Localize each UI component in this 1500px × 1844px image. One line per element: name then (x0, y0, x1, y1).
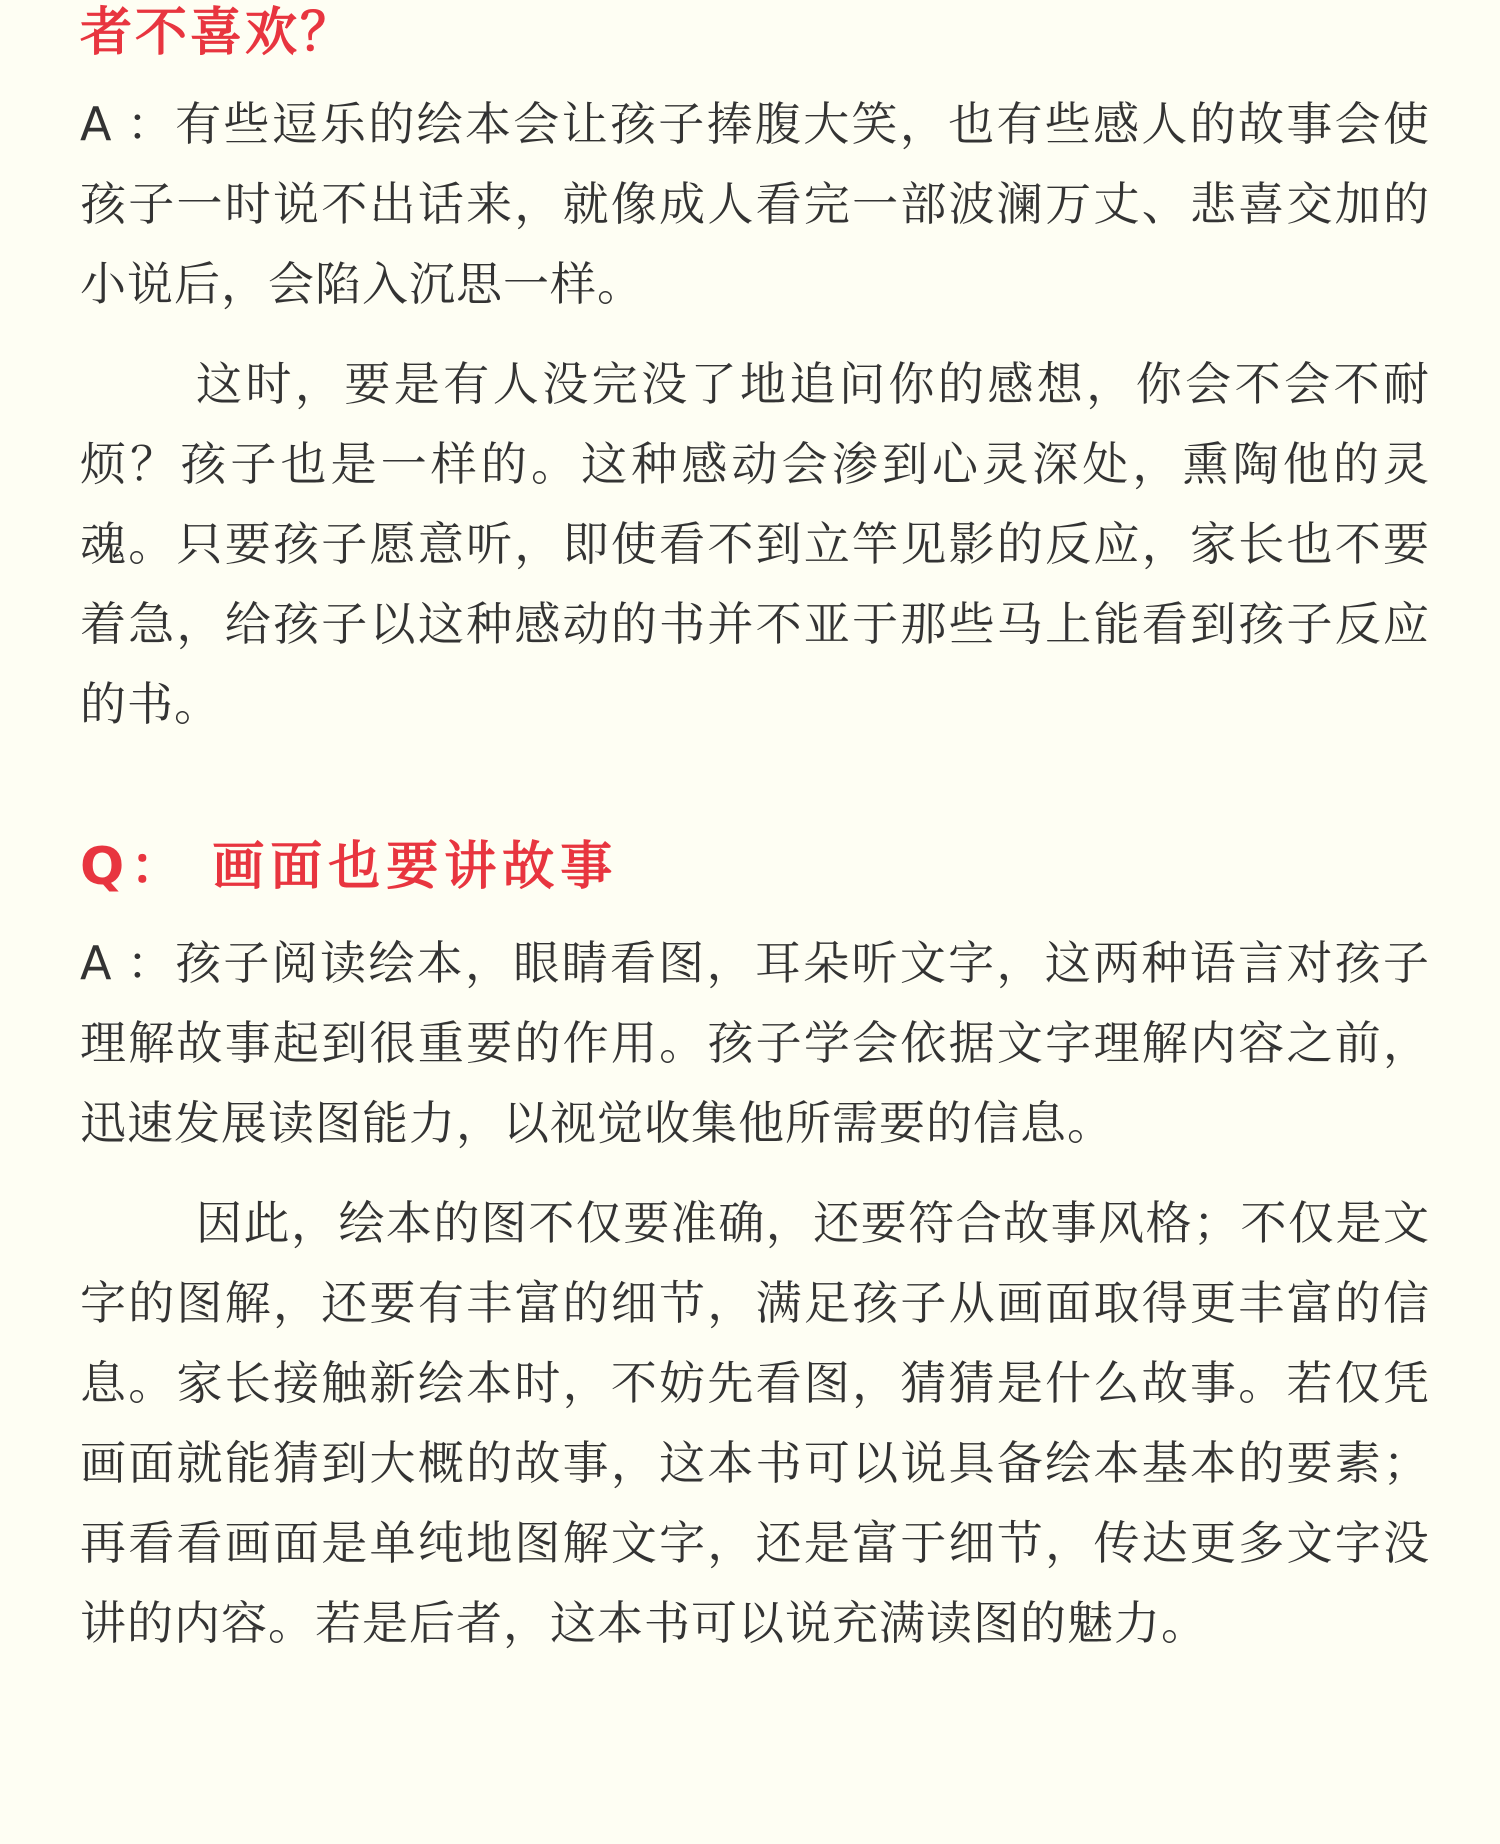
answer-paragraph (80, 923, 1430, 1163)
qa-section-1 (80, 0, 1430, 744)
question-heading: 者不喜欢？ (80, 3, 356, 63)
body-paragraph: 因此，绘本的图不仅要准确，还要符合故事风格；不仅是文字的图解，还要有丰富的细节，满足孩子从画面取得更丰富的信息。家长接触新绘本时，不妨先看图，猜猜是什么故事。若仅凭画面就能猜到大概的故事，这本书可以说具备绘本基本的要素；再看看画面是单纯地图解文字，还是富于细节，传达更多文字没讲的内容。若是后者，这本书可以说充满读图的魅力。 (80, 1195, 1430, 1650)
answer-text: ：有些逗乐的绘本会让孩子捧腹大笑，也有些感人的故事会使孩子一时说不出话来，就像成人看完一部波澜万丈、悲喜交加的小说后，会陷入沉思一样。 (80, 97, 1430, 312)
question-heading: Q： 画面也要讲故事 (80, 837, 619, 898)
answer-text: ：孩子阅读绘本，眼睛看图，耳朵听文字，这两种语言对孩子理解故事起到很重要的作用。孩子学会依据文字理解内容之前，迅速发展读图能力，以视觉收集他所需要的信息。 (80, 935, 1430, 1150)
qa-section-2 (80, 836, 1430, 1662)
body-paragraph: 这时，要是有人没完没了地追问你的感想，你会不会不耐烦？孩子也是一样的。这种感动会渗到心灵深处，熏陶他的灵魂。只要孩子愿意听，即使看不到立竿见影的反应，家长也不要着急，给孩子以这种感动的书并不亚于那些马上能看到孩子反应的书。 (80, 357, 1430, 732)
answer-paragraph (80, 84, 1430, 324)
answer-label: A (80, 935, 126, 990)
answer-label: A (80, 97, 126, 152)
